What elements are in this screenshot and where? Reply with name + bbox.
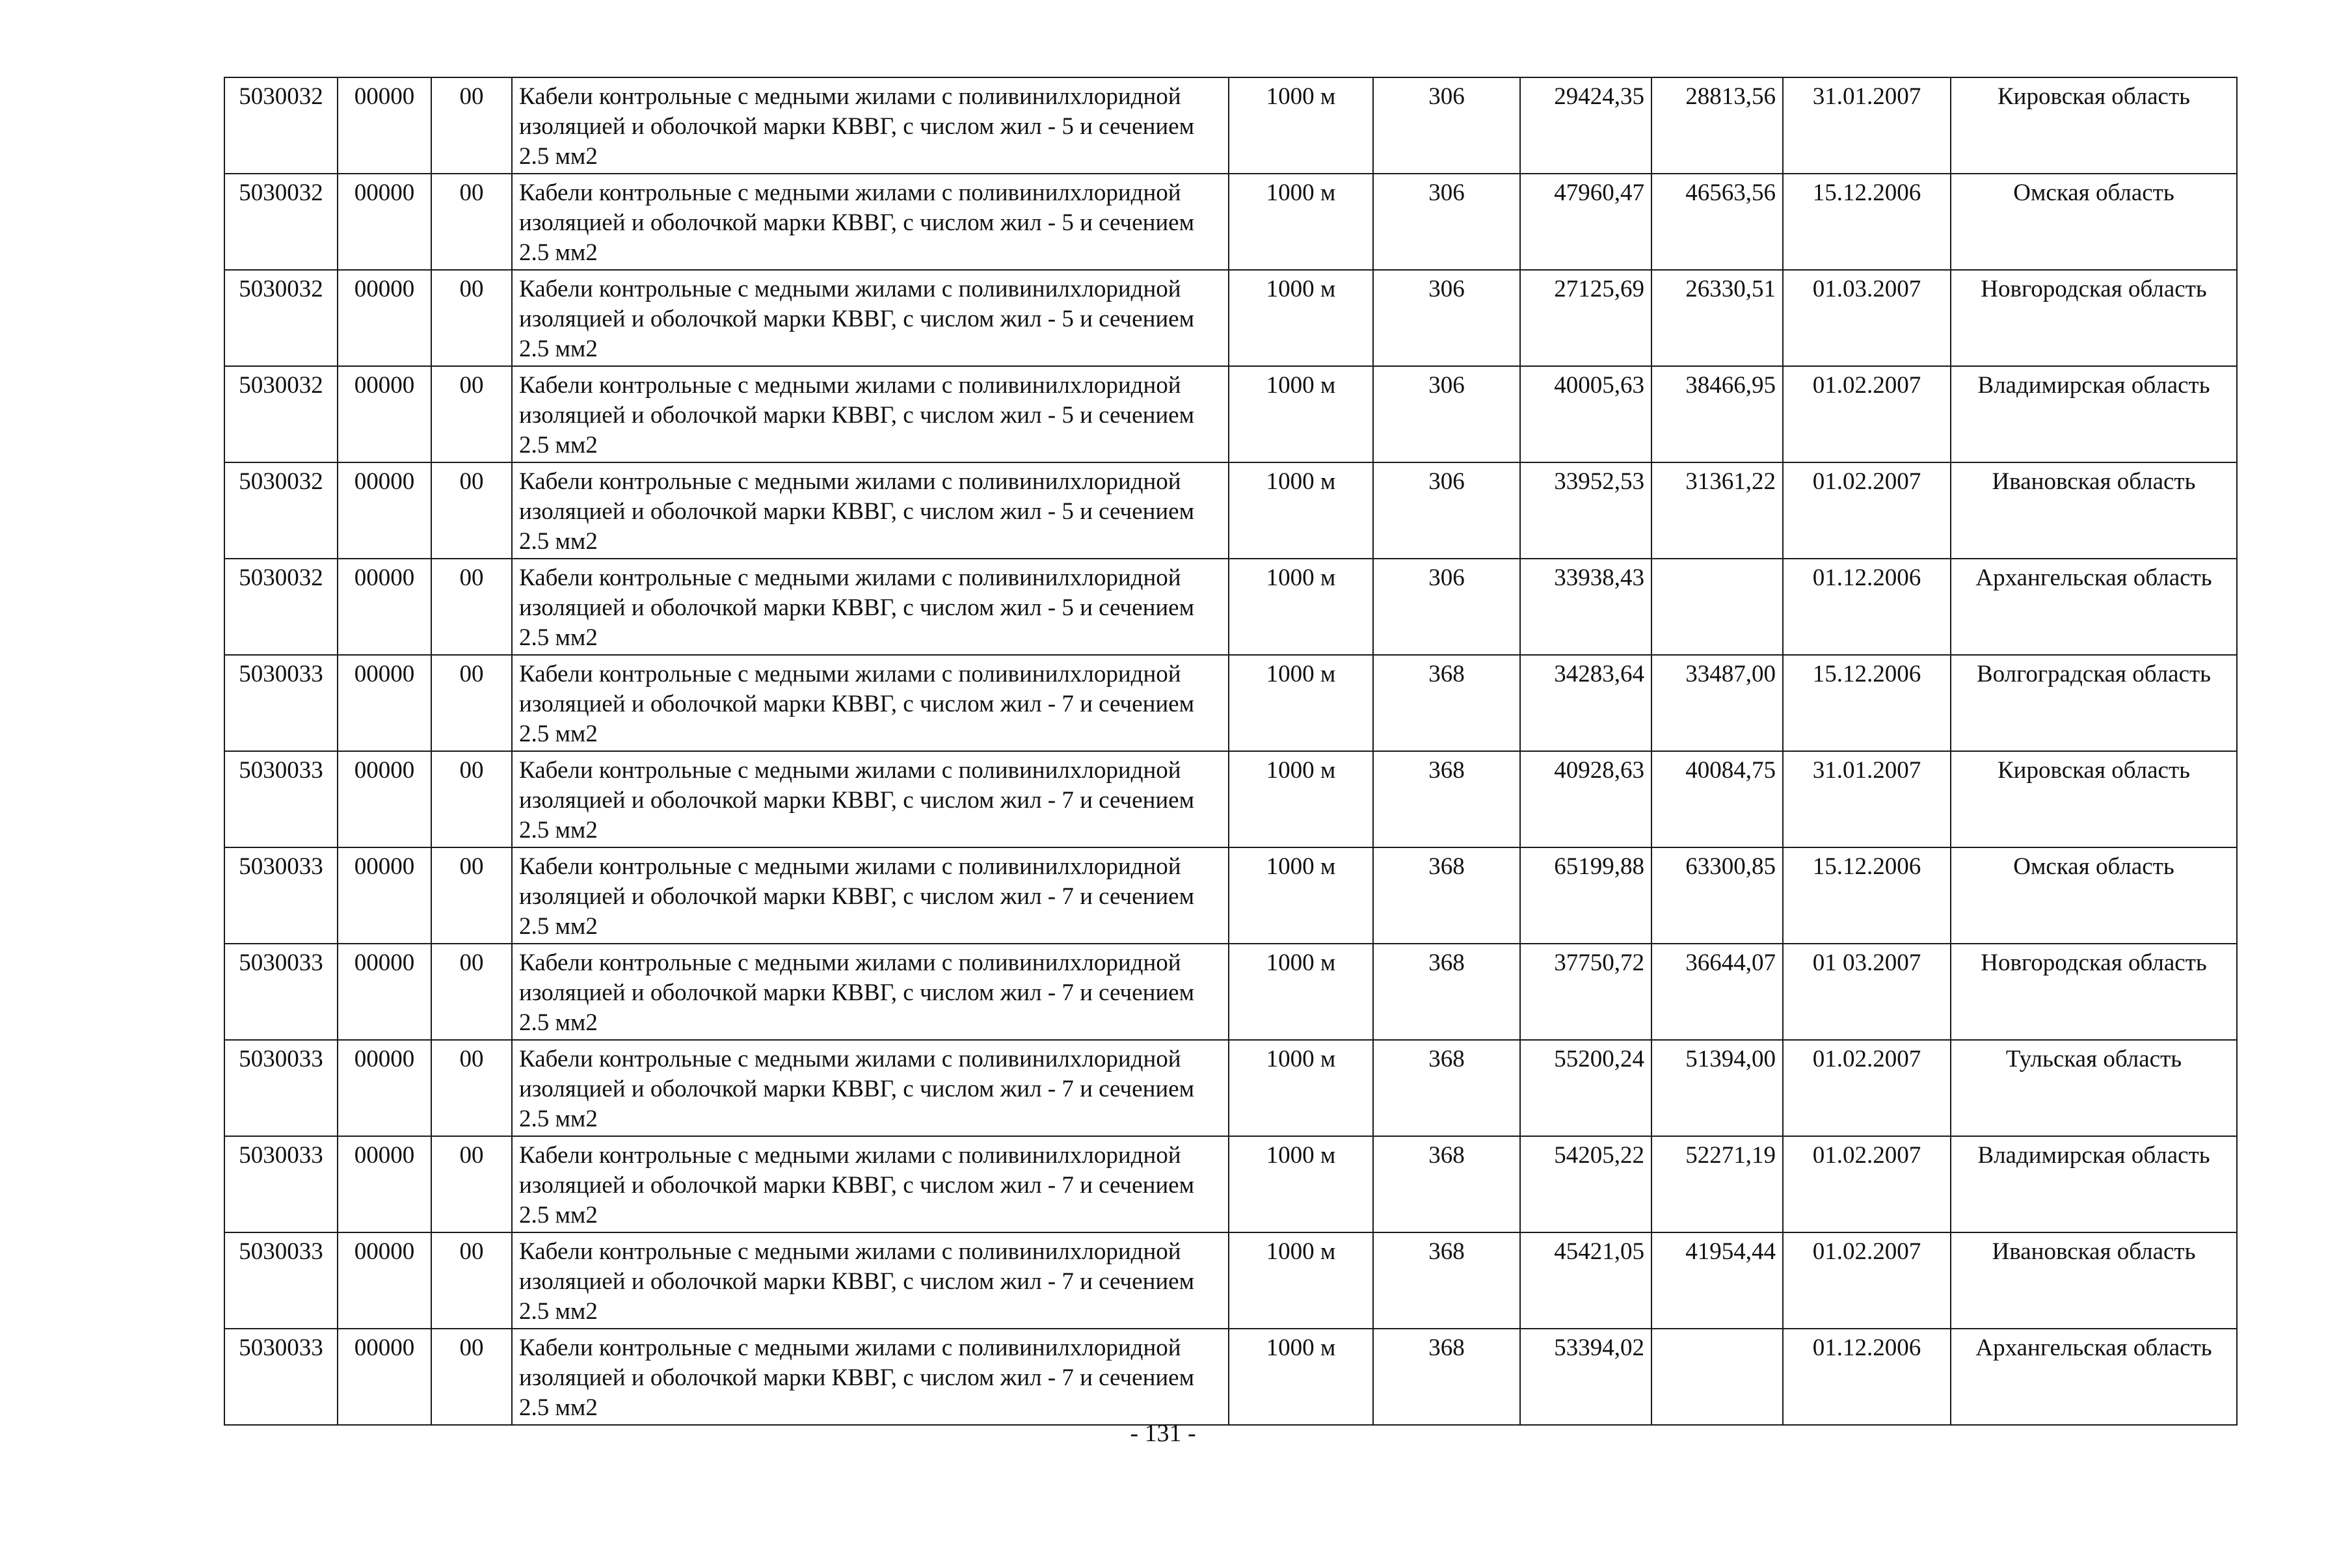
subcode-cell: 00000: [338, 1136, 431, 1232]
description-cell: Кабели контрольные с медными жилами с поливинилхлоридной изоляцией и оболочкой марки КВВГ, с числом жил - 5 и сечением 2.5 мм2: [512, 270, 1229, 366]
quantity-cell: 368: [1373, 1040, 1520, 1136]
table-row: [224, 1232, 2237, 1329]
code-cell: 5030032: [224, 174, 338, 270]
code-cell: 5030032: [224, 366, 338, 462]
price-2-cell: 46563,56: [1651, 174, 1783, 270]
region-cell: Новгородская область: [1951, 944, 2237, 1040]
quantity-cell: 368: [1373, 751, 1520, 847]
price-table: [224, 77, 2238, 1426]
region-cell: Ивановская область: [1951, 1232, 2237, 1329]
code-cell: 5030033: [224, 847, 338, 944]
price-2-cell: 33487,00: [1651, 655, 1783, 751]
table-row: [224, 77, 2237, 174]
unit-cell: 1000 м: [1229, 655, 1373, 751]
price-1-cell: 40928,63: [1520, 751, 1651, 847]
version-cell: 00: [431, 1040, 512, 1136]
description-cell: Кабели контрольные с медными жилами с поливинилхлоридной изоляцией и оболочкой марки КВВГ, с числом жил - 7 и сечением 2.5 мм2: [512, 944, 1229, 1040]
code-cell: 5030032: [224, 559, 338, 655]
table-row: [224, 462, 2237, 559]
version-cell: 00: [431, 847, 512, 944]
price-2-cell: 63300,85: [1651, 847, 1783, 944]
code-cell: 5030033: [224, 751, 338, 847]
price-2-cell: 38466,95: [1651, 366, 1783, 462]
subcode-cell: 00000: [338, 655, 431, 751]
quantity-cell: 306: [1373, 174, 1520, 270]
table-row: [224, 1329, 2237, 1425]
region-cell: Волгоградская область: [1951, 655, 2237, 751]
unit-cell: 1000 м: [1229, 270, 1373, 366]
price-2-cell: 51394,00: [1651, 1040, 1783, 1136]
code-cell: 5030033: [224, 1040, 338, 1136]
description-cell: Кабели контрольные с медными жилами с поливинилхлоридной изоляцией и оболочкой марки КВВГ, с числом жил - 7 и сечением 2.5 мм2: [512, 1136, 1229, 1232]
date-cell: 01.02.2007: [1783, 1040, 1951, 1136]
subcode-cell: 00000: [338, 462, 431, 559]
price-1-cell: 33952,53: [1520, 462, 1651, 559]
quantity-cell: 306: [1373, 270, 1520, 366]
region-cell: Тульская область: [1951, 1040, 2237, 1136]
description-cell: Кабели контрольные с медными жилами с поливинилхлоридной изоляцией и оболочкой марки КВВГ, с числом жил - 7 и сечением 2.5 мм2: [512, 1329, 1229, 1425]
price-2-cell: 52271,19: [1651, 1136, 1783, 1232]
price-1-cell: 40005,63: [1520, 366, 1651, 462]
price-1-cell: 34283,64: [1520, 655, 1651, 751]
version-cell: 00: [431, 366, 512, 462]
price-2-cell: 40084,75: [1651, 751, 1783, 847]
date-cell: 01.02.2007: [1783, 366, 1951, 462]
price-1-cell: 55200,24: [1520, 1040, 1651, 1136]
date-cell: 01.12.2006: [1783, 559, 1951, 655]
price-2-cell: [1651, 1329, 1783, 1425]
unit-cell: 1000 м: [1229, 366, 1373, 462]
price-2-cell: [1651, 559, 1783, 655]
version-cell: 00: [431, 655, 512, 751]
unit-cell: 1000 м: [1229, 847, 1373, 944]
price-1-cell: 65199,88: [1520, 847, 1651, 944]
version-cell: 00: [431, 751, 512, 847]
code-cell: 5030033: [224, 1232, 338, 1329]
code-cell: 5030032: [224, 462, 338, 559]
table-row: [224, 559, 2237, 655]
price-1-cell: 27125,69: [1520, 270, 1651, 366]
date-cell: 15.12.2006: [1783, 655, 1951, 751]
date-cell: 01.03.2007: [1783, 270, 1951, 366]
quantity-cell: 368: [1373, 1232, 1520, 1329]
unit-cell: 1000 м: [1229, 77, 1373, 174]
region-cell: Омская область: [1951, 174, 2237, 270]
table-row: [224, 655, 2237, 751]
version-cell: 00: [431, 559, 512, 655]
version-cell: 00: [431, 1232, 512, 1329]
region-cell: Владимирская область: [1951, 366, 2237, 462]
table-row: [224, 366, 2237, 462]
description-cell: Кабели контрольные с медными жилами с поливинилхлоридной изоляцией и оболочкой марки КВВГ, с числом жил - 5 и сечением 2.5 мм2: [512, 174, 1229, 270]
price-1-cell: 53394,02: [1520, 1329, 1651, 1425]
code-cell: 5030033: [224, 655, 338, 751]
subcode-cell: 00000: [338, 847, 431, 944]
unit-cell: 1000 м: [1229, 944, 1373, 1040]
code-cell: 5030032: [224, 77, 338, 174]
date-cell: 01.02.2007: [1783, 1136, 1951, 1232]
region-cell: Кировская область: [1951, 751, 2237, 847]
price-1-cell: 45421,05: [1520, 1232, 1651, 1329]
description-cell: Кабели контрольные с медными жилами с поливинилхлоридной изоляцией и оболочкой марки КВВГ, с числом жил - 5 и сечением 2.5 мм2: [512, 77, 1229, 174]
version-cell: 00: [431, 1329, 512, 1425]
subcode-cell: 00000: [338, 77, 431, 174]
unit-cell: 1000 м: [1229, 174, 1373, 270]
price-1-cell: 37750,72: [1520, 944, 1651, 1040]
table-row: [224, 174, 2237, 270]
version-cell: 00: [431, 1136, 512, 1232]
quantity-cell: 368: [1373, 1136, 1520, 1232]
description-cell: Кабели контрольные с медными жилами с поливинилхлоридной изоляцией и оболочкой марки КВВГ, с числом жил - 7 и сечением 2.5 мм2: [512, 1040, 1229, 1136]
region-cell: Новгородская область: [1951, 270, 2237, 366]
subcode-cell: 00000: [338, 174, 431, 270]
subcode-cell: 00000: [338, 1232, 431, 1329]
region-cell: Ивановская область: [1951, 462, 2237, 559]
version-cell: 00: [431, 77, 512, 174]
table-row: [224, 1136, 2237, 1232]
description-cell: Кабели контрольные с медными жилами с поливинилхлоридной изоляцией и оболочкой марки КВВГ, с числом жил - 5 и сечением 2.5 мм2: [512, 559, 1229, 655]
subcode-cell: 00000: [338, 366, 431, 462]
region-cell: Кировская область: [1951, 77, 2237, 174]
subcode-cell: 00000: [338, 751, 431, 847]
subcode-cell: 00000: [338, 1329, 431, 1425]
price-1-cell: 47960,47: [1520, 174, 1651, 270]
subcode-cell: 00000: [338, 270, 431, 366]
quantity-cell: 368: [1373, 1329, 1520, 1425]
unit-cell: 1000 м: [1229, 559, 1373, 655]
version-cell: 00: [431, 270, 512, 366]
code-cell: 5030033: [224, 1329, 338, 1425]
date-cell: 01.02.2007: [1783, 462, 1951, 559]
description-cell: Кабели контрольные с медными жилами с поливинилхлоридной изоляцией и оболочкой марки КВВГ, с числом жил - 7 и сечением 2.5 мм2: [512, 655, 1229, 751]
subcode-cell: 00000: [338, 559, 431, 655]
date-cell: 31.01.2007: [1783, 77, 1951, 174]
date-cell: 15.12.2006: [1783, 847, 1951, 944]
unit-cell: 1000 м: [1229, 1329, 1373, 1425]
date-cell: 01 03.2007: [1783, 944, 1951, 1040]
table-row: [224, 944, 2237, 1040]
quantity-cell: 306: [1373, 559, 1520, 655]
description-cell: Кабели контрольные с медными жилами с поливинилхлоридной изоляцией и оболочкой марки КВВГ, с числом жил - 7 и сечением 2.5 мм2: [512, 1232, 1229, 1329]
quantity-cell: 368: [1373, 847, 1520, 944]
description-cell: Кабели контрольные с медными жилами с поливинилхлоридной изоляцией и оболочкой марки КВВГ, с числом жил - 7 и сечением 2.5 мм2: [512, 751, 1229, 847]
quantity-cell: 306: [1373, 77, 1520, 174]
price-2-cell: 26330,51: [1651, 270, 1783, 366]
region-cell: Архангельская область: [1951, 1329, 2237, 1425]
code-cell: 5030032: [224, 270, 338, 366]
price-2-cell: 31361,22: [1651, 462, 1783, 559]
date-cell: 31.01.2007: [1783, 751, 1951, 847]
subcode-cell: 00000: [338, 944, 431, 1040]
price-1-cell: 33938,43: [1520, 559, 1651, 655]
quantity-cell: 306: [1373, 462, 1520, 559]
unit-cell: 1000 м: [1229, 1232, 1373, 1329]
region-cell: Владимирская область: [1951, 1136, 2237, 1232]
version-cell: 00: [431, 944, 512, 1040]
unit-cell: 1000 м: [1229, 1136, 1373, 1232]
quantity-cell: 306: [1373, 366, 1520, 462]
price-2-cell: 28813,56: [1651, 77, 1783, 174]
price-1-cell: 29424,35: [1520, 77, 1651, 174]
table-row: [224, 270, 2237, 366]
version-cell: 00: [431, 174, 512, 270]
code-cell: 5030033: [224, 1136, 338, 1232]
region-cell: Омская область: [1951, 847, 2237, 944]
page-number: - 131 -: [1130, 1420, 1196, 1447]
table-row: [224, 1040, 2237, 1136]
unit-cell: 1000 м: [1229, 751, 1373, 847]
date-cell: 15.12.2006: [1783, 174, 1951, 270]
price-1-cell: 54205,22: [1520, 1136, 1651, 1232]
price-2-cell: 36644,07: [1651, 944, 1783, 1040]
subcode-cell: 00000: [338, 1040, 431, 1136]
version-cell: 00: [431, 462, 512, 559]
table-body: [224, 77, 2237, 1425]
code-cell: 5030033: [224, 944, 338, 1040]
quantity-cell: 368: [1373, 944, 1520, 1040]
description-cell: Кабели контрольные с медными жилами с поливинилхлоридной изоляцией и оболочкой марки КВВГ, с числом жил - 7 и сечением 2.5 мм2: [512, 847, 1229, 944]
description-cell: Кабели контрольные с медными жилами с поливинилхлоридной изоляцией и оболочкой марки КВВГ, с числом жил - 5 и сечением 2.5 мм2: [512, 462, 1229, 559]
region-cell: Архангельская область: [1951, 559, 2237, 655]
date-cell: 01.02.2007: [1783, 1232, 1951, 1329]
price-2-cell: 41954,44: [1651, 1232, 1783, 1329]
description-cell: Кабели контрольные с медными жилами с поливинилхлоридной изоляцией и оболочкой марки КВВГ, с числом жил - 5 и сечением 2.5 мм2: [512, 366, 1229, 462]
unit-cell: 1000 м: [1229, 1040, 1373, 1136]
unit-cell: 1000 м: [1229, 462, 1373, 559]
table-row: [224, 847, 2237, 944]
quantity-cell: 368: [1373, 655, 1520, 751]
date-cell: 01.12.2006: [1783, 1329, 1951, 1425]
table-row: [224, 751, 2237, 847]
